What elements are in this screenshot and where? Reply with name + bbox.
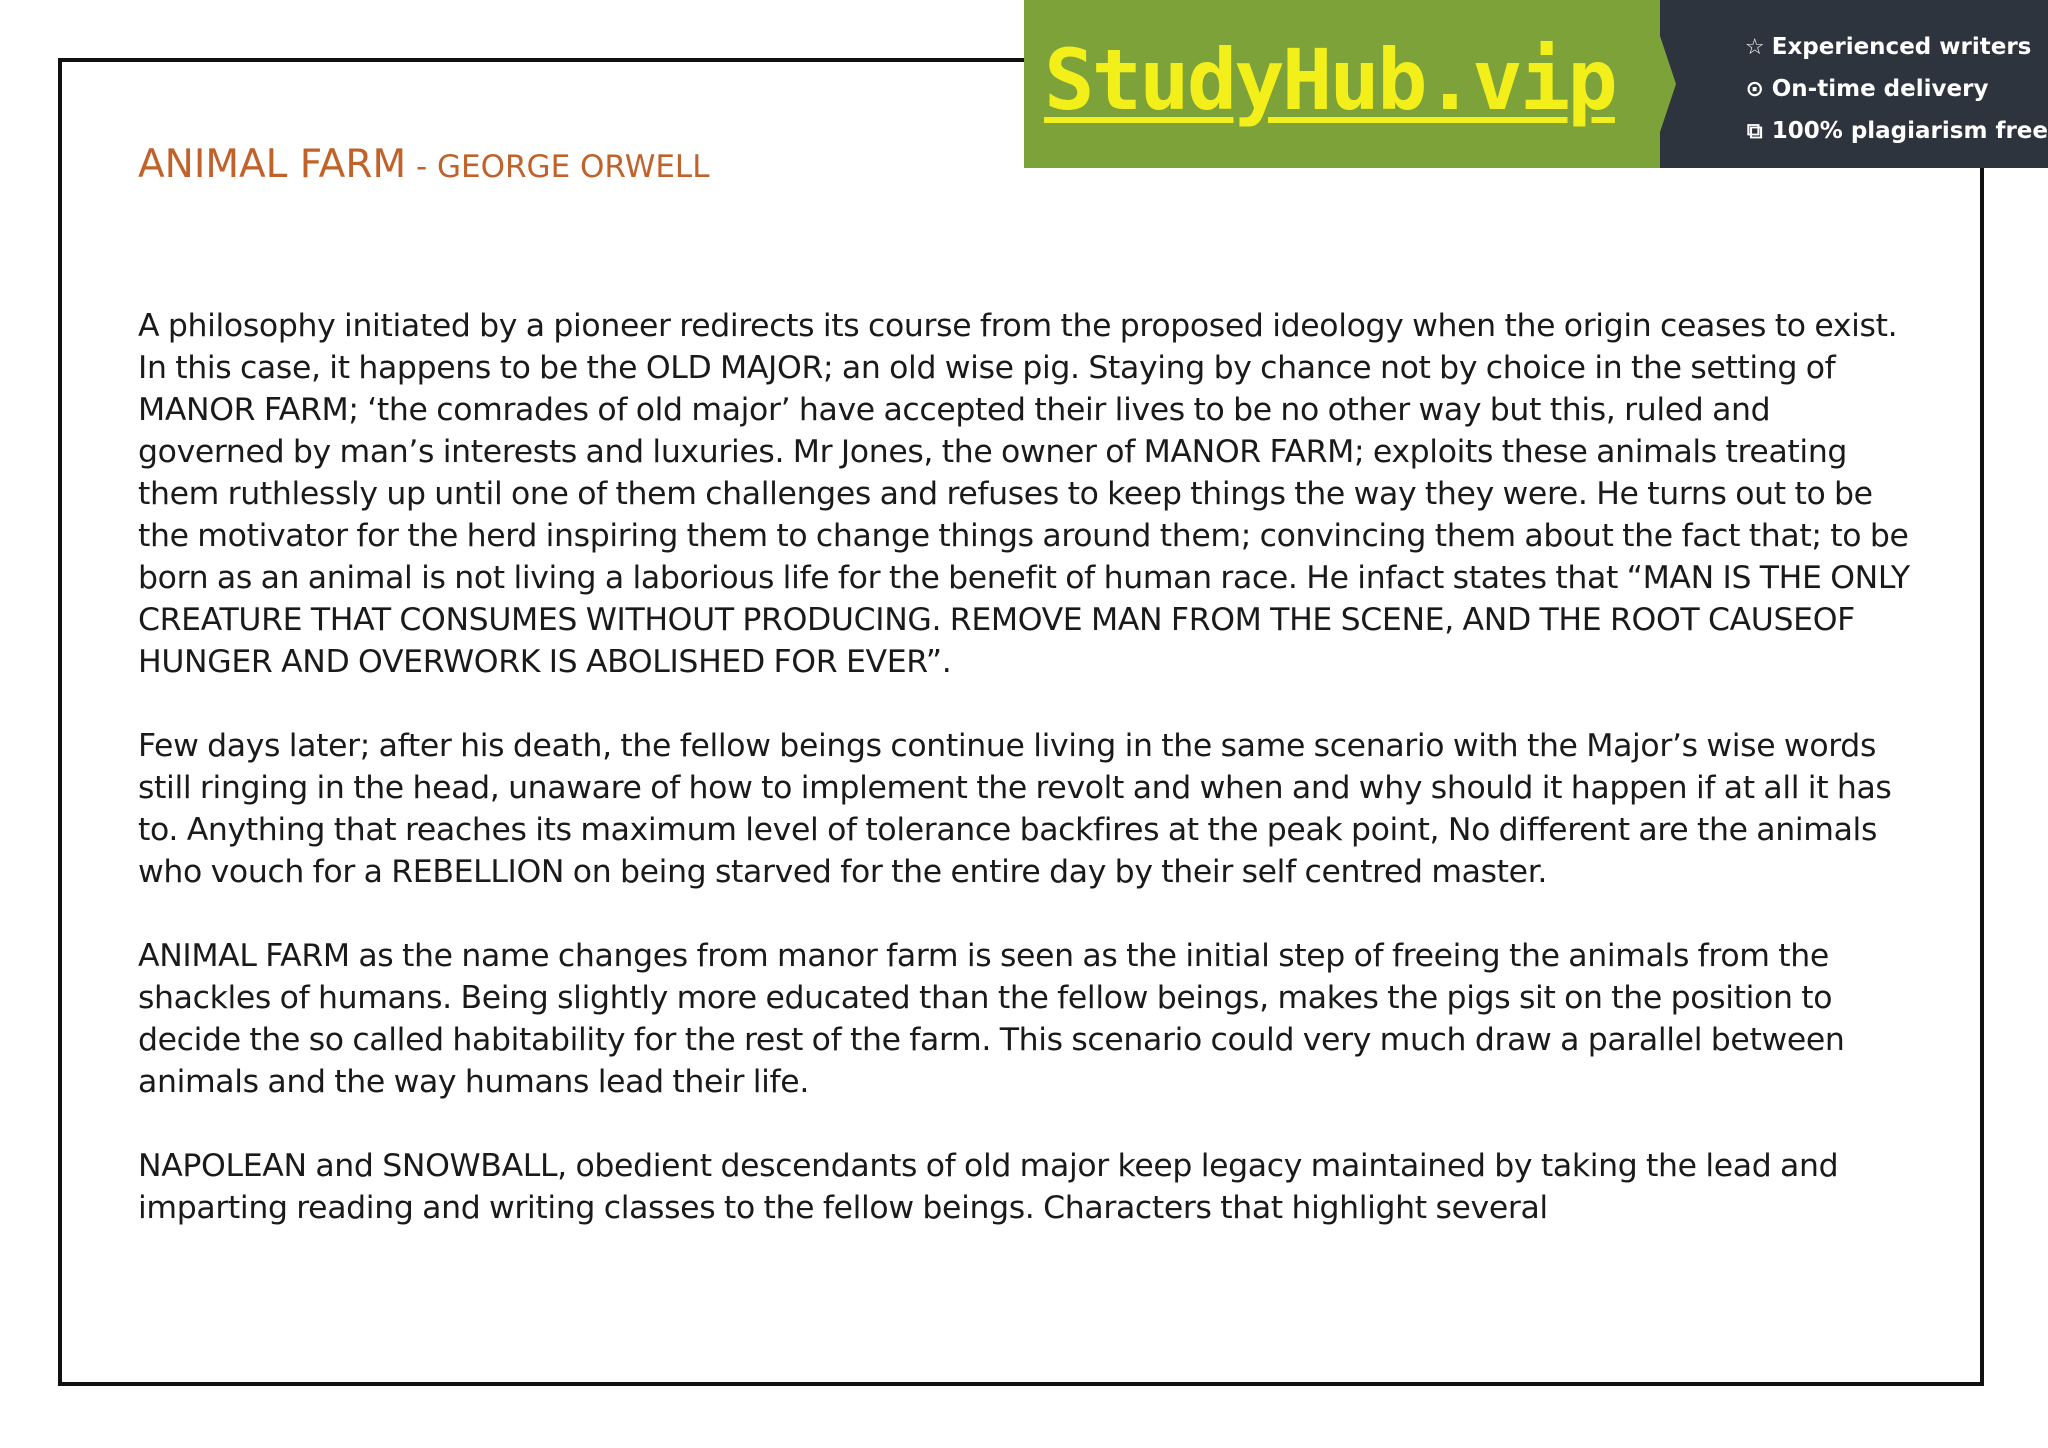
- title-main: ANIMAL FARM: [138, 142, 407, 187]
- feature-label: 100% plagiarism free: [1771, 118, 2048, 144]
- paragraph-1: A philosophy initiated by a pioneer redirects its course from the proposed ideology when the origin ceases to exist. In this case, it happens to be the OLD MAJOR; an old wise pig. Staying by chance not by choice in the setting of MANOR FARM; ‘the comrades of old major’ have accepted their lives to be no other way but this, ruled and governed by man’s interests and luxuries. Mr Jones, the owner of MANOR FARM; exploits these animals treating them ruthlessly up until one of them challenges and refuses to keep things the way they were. He turns out to be the motivator for the herd inspiring them to change things around them; convincing them about the fact that; to be born as an animal is not living a laborious life for the benefit of human race. He infact states that “MAN IS THE ONLY CREATURE THAT CONSUMES WITHOUT PRODUCING. REMOVE MAN FROM THE SCENE, AND THE ROOT CAUSEOF HUNGER AND OVERWORK IS ABOLISHED FOR EVER”.: [138, 308, 1910, 680]
- document-title: [138, 142, 709, 187]
- feature-experienced-writers: [1742, 26, 2048, 68]
- feature-label: Experienced writers: [1771, 34, 2032, 60]
- clock-icon: ⊙: [1745, 76, 1764, 102]
- banner-logo-panel[interactable]: [1024, 0, 1660, 168]
- star-icon: ☆: [1744, 34, 1765, 60]
- banner-arrow-shape: [1648, 0, 1676, 168]
- studyhub-banner[interactable]: [1024, 0, 2048, 168]
- feature-label: On-time delivery: [1771, 76, 1989, 102]
- studyhub-logo[interactable]: StudyHub.vip: [1044, 31, 1615, 129]
- paragraph-3: ANIMAL FARM as the name changes from manor farm is seen as the initial step of freeing the animals from the shackles of humans. Being slightly more educated than the fellow beings, makes the pigs sit on the position to decide the so called habitability for the rest of the farm. This scenario could very much draw a parallel between animals and the way humans lead their life.: [138, 938, 1845, 1100]
- feature-on-time-delivery: [1742, 68, 2048, 110]
- paragraph-4: NAPOLEAN and SNOWBALL, obedient descendants of old major keep legacy maintained by taking the lead and imparting reading and writing classes to the fellow beings. Characters that highlight several: [138, 1148, 1839, 1226]
- feature-plagiarism-free: [1742, 110, 2048, 152]
- title-separator: -: [406, 149, 437, 185]
- paragraph-2: Few days later; after his death, the fellow beings continue living in the same scenario with the Major’s wise words still ringing in the head, unaware of how to implement the revolt and when and why should it happen if at all it has to. Anything that reaches its maximum level of tolerance backfires at the peak point, No different are the animals who vouch for a REBELLION on being starved for the entire day by their self centred master.: [138, 728, 1892, 890]
- copy-icon: ⧉: [1746, 118, 1763, 144]
- document-body: [138, 305, 1918, 1271]
- banner-features: [1660, 0, 2048, 168]
- title-author: GEORGE ORWELL: [437, 149, 710, 185]
